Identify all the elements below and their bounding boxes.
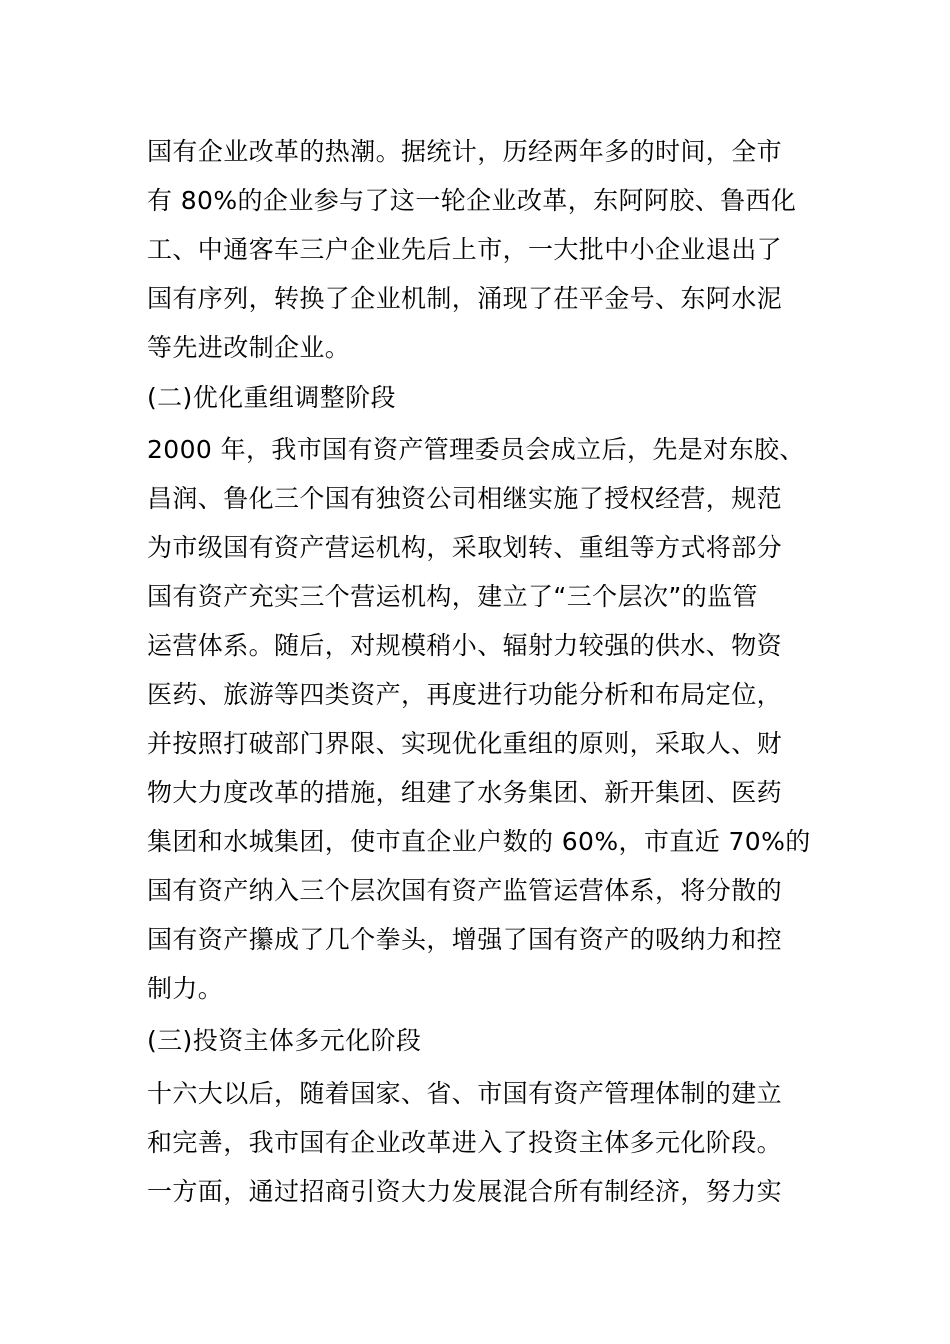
paragraph-line: 国有序列，转换了企业机制，涌现了茌平金号、东阿水泥 [147,284,783,313]
paragraph-line: 并按照打破部门界限、实现优化重组的原则，采取人、财 [147,729,783,758]
paragraph-line: 十六大以后，随着国家、省、市国有资产管理体制的建立 [147,1079,783,1108]
section-heading: (三)投资主体多元化阶段 [147,1026,422,1055]
paragraph-line: 制力。 [147,974,224,1003]
paragraph-line: 物大力度改革的措施，组建了水务集团、新开集团、医药 [147,778,783,807]
paragraph-line: 2000 年，我市国有资产管理委员会成立后，先是对东胶、 [147,435,805,464]
paragraph-line: 昌润、鲁化三个国有独资公司相继实施了授权经营，规范 [147,484,783,513]
paragraph-line: 为市级国有资产营运机构，采取划转、重组等方式将部分 [147,533,783,562]
paragraph-line: 一方面，通过招商引资大力发展混合所有制经济，努力实 [147,1177,783,1206]
paragraph-line: 和完善，我市国有企业改革进入了投资主体多元化阶段。 [147,1128,783,1157]
paragraph-line: 医药、旅游等四类资产，再度进行功能分析和布局定位， [147,680,783,709]
paragraph-line: 有 80%的企业参与了这一轮企业改革，东阿阿胶、鲁西化 [147,186,797,215]
paragraph-line: 国有资产纳入三个层次国有资产监管运营体系，将分散的 [147,876,783,905]
paragraph-line: 国有资产攥成了几个拳头，增强了国有资产的吸纳力和控 [147,925,783,954]
section-heading: (二)优化重组调整阶段 [147,383,396,412]
paragraph-line: 等先进改制企业。 [147,333,351,362]
paragraph-line: 国有企业改革的热潮。据统计，历经两年多的时间，全市 [147,137,783,166]
paragraph-line: 工、中通客车三户企业先后上市，一大批中小企业退出了 [147,235,783,264]
paragraph-line: 集团和水城集团，使市直企业户数的 60%，市直近 70%的 [147,827,811,856]
paragraph-line: 运营体系。随后，对规模稍小、辐射力较强的供水、物资 [147,631,783,660]
paragraph-line: 国有资产充实三个营运机构，建立了“三个层次”的监管 [147,582,758,611]
